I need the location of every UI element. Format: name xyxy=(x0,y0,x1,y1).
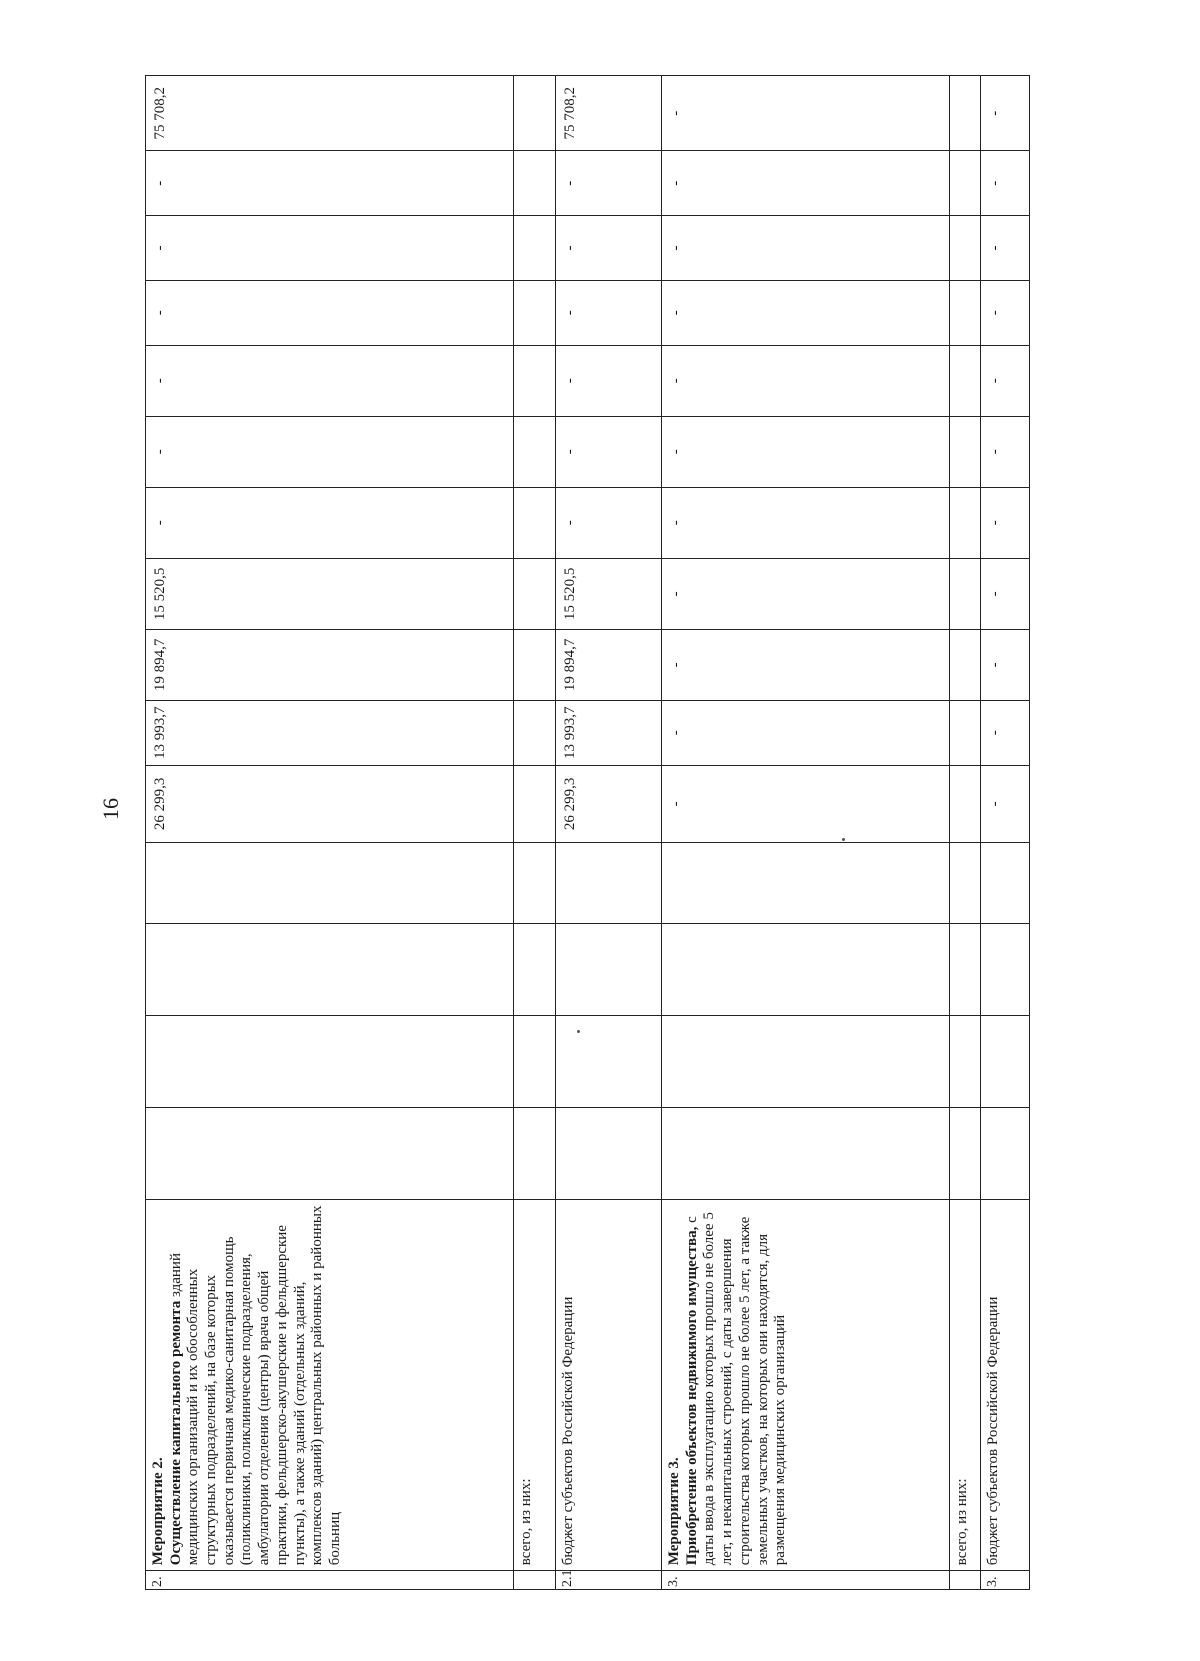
value-cell: - xyxy=(662,487,950,558)
value-cell: - xyxy=(980,700,1029,765)
value-cell xyxy=(949,700,980,765)
value-cell xyxy=(949,416,980,487)
value-cell xyxy=(513,629,555,700)
value-cell: - xyxy=(980,151,1029,216)
value-cell: - xyxy=(146,345,514,416)
row-number xyxy=(513,1571,555,1590)
value-cell: - xyxy=(556,216,662,281)
value-cell xyxy=(949,842,980,923)
value-cell: - xyxy=(146,416,514,487)
scan-speck xyxy=(577,1030,580,1033)
value-cell xyxy=(513,765,555,842)
value-cell xyxy=(513,1016,555,1108)
value-cell xyxy=(949,924,980,1016)
value-cell: - xyxy=(662,416,950,487)
value-cell: 75 708,2 xyxy=(556,76,662,151)
value-cell: - xyxy=(662,765,950,842)
row-name xyxy=(949,1200,980,1571)
value-cell: - xyxy=(662,216,950,281)
row-number xyxy=(949,1571,980,1590)
value-cell: - xyxy=(662,345,950,416)
value-cell xyxy=(513,1108,555,1200)
value-cell: - xyxy=(980,765,1029,842)
value-cell xyxy=(513,280,555,345)
value-cell: - xyxy=(146,151,514,216)
value-cell: - xyxy=(556,345,662,416)
value-cell: - xyxy=(556,487,662,558)
value-cell xyxy=(513,842,555,923)
table-row xyxy=(662,76,950,1590)
table-row xyxy=(980,76,1029,1590)
value-cell xyxy=(949,487,980,558)
row-name xyxy=(556,1200,662,1571)
row-name xyxy=(662,1200,950,1571)
row-number: 2.1 xyxy=(556,1571,662,1590)
value-cell: - xyxy=(980,345,1029,416)
value-cell xyxy=(949,151,980,216)
scan-speck xyxy=(842,838,845,841)
value-cell: - xyxy=(980,487,1029,558)
measure-title: Мероприятие 3. xyxy=(666,1457,683,1566)
value-cell xyxy=(949,1016,980,1108)
value-cell: 13 993,7 xyxy=(556,700,662,765)
measure-subtitle: Осуществление капитального ремонта xyxy=(167,1300,184,1566)
value-cell xyxy=(556,1016,662,1108)
value-cell: 19 894,7 xyxy=(146,629,514,700)
value-cell: - xyxy=(662,700,950,765)
value-cell xyxy=(949,1108,980,1200)
value-cell: 13 993,7 xyxy=(146,700,514,765)
value-cell xyxy=(662,842,950,923)
value-cell: - xyxy=(980,216,1029,281)
value-cell xyxy=(513,216,555,281)
value-cell xyxy=(556,924,662,1016)
value-cell xyxy=(513,345,555,416)
value-cell xyxy=(980,1016,1029,1108)
value-cell: - xyxy=(980,629,1029,700)
measure-title: Мероприятие 2. xyxy=(150,1457,166,1566)
value-cell xyxy=(949,280,980,345)
row-number: 2. xyxy=(146,1571,514,1590)
value-cell xyxy=(513,700,555,765)
page-number: 16 xyxy=(98,798,123,820)
value-cell: 15 520,5 xyxy=(146,558,514,629)
value-cell: - xyxy=(556,151,662,216)
value-cell: - xyxy=(662,280,950,345)
value-cell xyxy=(146,1108,514,1200)
value-cell: - xyxy=(556,280,662,345)
value-cell: 15 520,5 xyxy=(556,558,662,629)
row-name xyxy=(513,1200,555,1571)
value-cell xyxy=(662,924,950,1016)
value-cell: - xyxy=(980,76,1029,151)
value-cell: - xyxy=(980,416,1029,487)
value-cell: - xyxy=(980,280,1029,345)
value-cell xyxy=(513,558,555,629)
value-cell xyxy=(513,416,555,487)
row-name xyxy=(146,1200,514,1571)
value-cell: - xyxy=(662,151,950,216)
value-cell xyxy=(556,1108,662,1200)
value-cell xyxy=(146,924,514,1016)
row-name xyxy=(980,1200,1029,1571)
row-label: бюджет субъектов Российской Федерации xyxy=(560,1296,577,1566)
row-label: бюджет субъектов Российской Федерации xyxy=(984,1296,1001,1566)
row-number: 3. xyxy=(662,1571,950,1590)
value-cell xyxy=(146,842,514,923)
measure-description: зданий медицинских организаций и их обособленных структурных подразделений, на базе которых оказывается первичная медико-санитарная помощь (поликлиники, поликлинические подразделения, амбулатории отделения (центры) врача общей практики, фельдшерско-акушерские и фельдшерские пункты), а также зданий (отдельных зданий, комплексов зданий) центральных районных и районных больниц xyxy=(167,1205,343,1566)
value-cell xyxy=(949,629,980,700)
value-cell xyxy=(949,765,980,842)
table-row xyxy=(146,76,514,1590)
value-cell: - xyxy=(146,216,514,281)
value-cell xyxy=(980,924,1029,1016)
row-label: всего, из них: xyxy=(517,1478,534,1566)
row-label: всего, из них: xyxy=(953,1478,970,1566)
value-cell xyxy=(146,1016,514,1108)
budget-table xyxy=(145,75,1030,1590)
value-cell: - xyxy=(146,487,514,558)
value-cell: 75 708,2 xyxy=(146,76,514,151)
value-cell xyxy=(513,924,555,1016)
value-cell xyxy=(949,216,980,281)
value-cell: - xyxy=(556,416,662,487)
value-cell: 26 299,3 xyxy=(146,765,514,842)
value-cell: - xyxy=(662,76,950,151)
value-cell xyxy=(949,558,980,629)
value-cell xyxy=(513,151,555,216)
table-row xyxy=(513,76,555,1590)
value-cell xyxy=(662,1016,950,1108)
measure-subtitle: Приобретение объектов недвижимого имущества, xyxy=(683,1226,700,1566)
value-cell: - xyxy=(146,280,514,345)
table-body xyxy=(146,76,1030,1590)
value-cell: 19 894,7 xyxy=(556,629,662,700)
value-cell xyxy=(513,76,555,151)
value-cell xyxy=(662,1108,950,1200)
value-cell: - xyxy=(662,558,950,629)
budget-table-wrapper xyxy=(145,75,1030,1590)
table-row xyxy=(556,76,662,1590)
value-cell xyxy=(949,76,980,151)
table-row xyxy=(949,76,980,1590)
value-cell: - xyxy=(980,558,1029,629)
value-cell xyxy=(980,1108,1029,1200)
value-cell xyxy=(513,487,555,558)
measure-description: с даты ввода в эксплуатацию которых прошло не более 5 лет, и некапитальных строений, с даты завершения строительства которых прошло не более 5 лет, а также земельных участков, на которых они находятся, для размещения медицинских организаций xyxy=(683,1212,789,1566)
value-cell xyxy=(949,345,980,416)
value-cell: - xyxy=(662,629,950,700)
value-cell: 26 299,3 xyxy=(556,765,662,842)
row-number: 3. xyxy=(980,1571,1029,1590)
value-cell xyxy=(980,842,1029,923)
value-cell xyxy=(556,842,662,923)
